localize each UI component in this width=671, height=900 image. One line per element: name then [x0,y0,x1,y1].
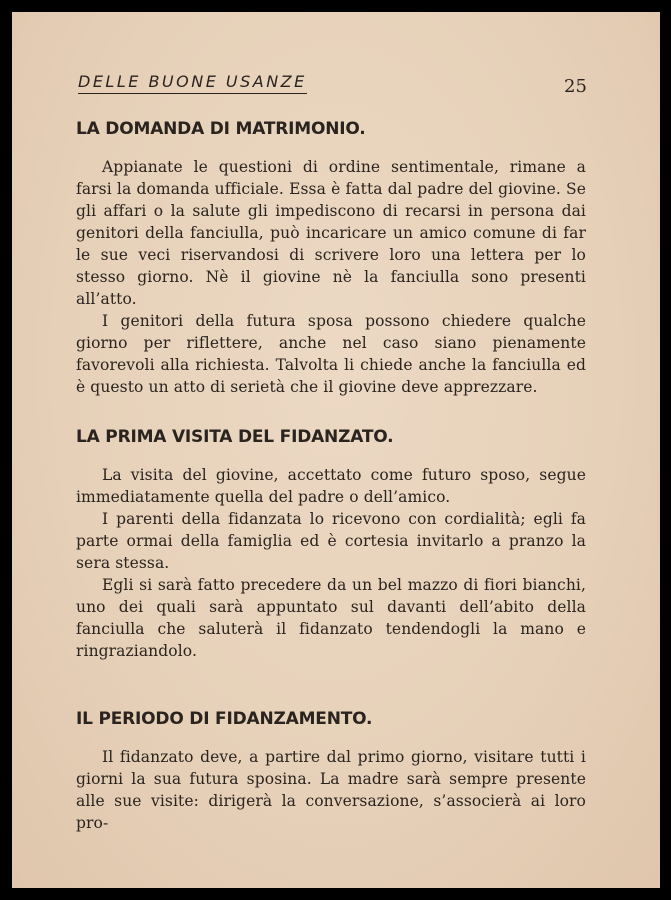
section-heading: LA PRIMA VISITA DEL FIDANZATO. [76,427,394,447]
paragraph: I genitori della futura sposa possono chiedere qualche giorno per riflettere, anche nel caso siano pienamente favorevoli alla richiesta. Talvolta li chiede anche la fanciulla ed è questo un atto di serietà che il giovine deve apprezzare. [76,312,586,396]
section-prima-visita-del-fidanzato [76,426,586,662]
paragraph: I parenti della fidanzata lo ricevono con cordialità; egli fa parte ormai della famiglia ed è cortesia invitarlo a pranzo la sera stessa. [76,510,586,572]
page-number: 25 [564,76,587,97]
paragraph: Appianate le questioni di ordine sentimentale, rimane a farsi la domanda ufficiale. Essa è fatta dal padre del giovine. Se gli affari o la salute gli impediscono di recarsi in persona dai genitori della fanciulla, può incaricare un amico comune di far le sue veci riservandosi di scrivere loro una lettera per lo stesso giorno. Nè il giovine nè la fanciulla sono presenti all’atto. [76,158,586,308]
book-page [12,12,660,888]
section-heading: IL PERIODO DI FIDANZAMENTO. [76,709,373,729]
section-heading: LA DOMANDA DI MATRIMONIO. [76,119,366,139]
paragraph: Il fidanzato deve, a partire dal primo giorno, visitare tutti i giorni la sua futura sposina. La madre sarà sempre presente alle sue visite: dirigerà la conversazione, s’associerà ai loro pro- [76,748,586,832]
section-domanda-di-matrimonio [76,118,586,398]
paragraph: Egli si sarà fatto precedere da un bel mazzo di fiori bianchi, uno dei quali sarà appuntato sul davanti dell’abito della fanciulla che saluterà il fidanzato tendendogli la mano e ringraziandolo. [76,576,586,660]
running-title: DELLE BUONE USANZE [78,72,307,94]
section-periodo-di-fidanzamento [76,708,586,834]
paragraph: La visita del giovine, accettato come futuro sposo, segue immediatamente quella del padre o dell’amico. [76,466,586,506]
